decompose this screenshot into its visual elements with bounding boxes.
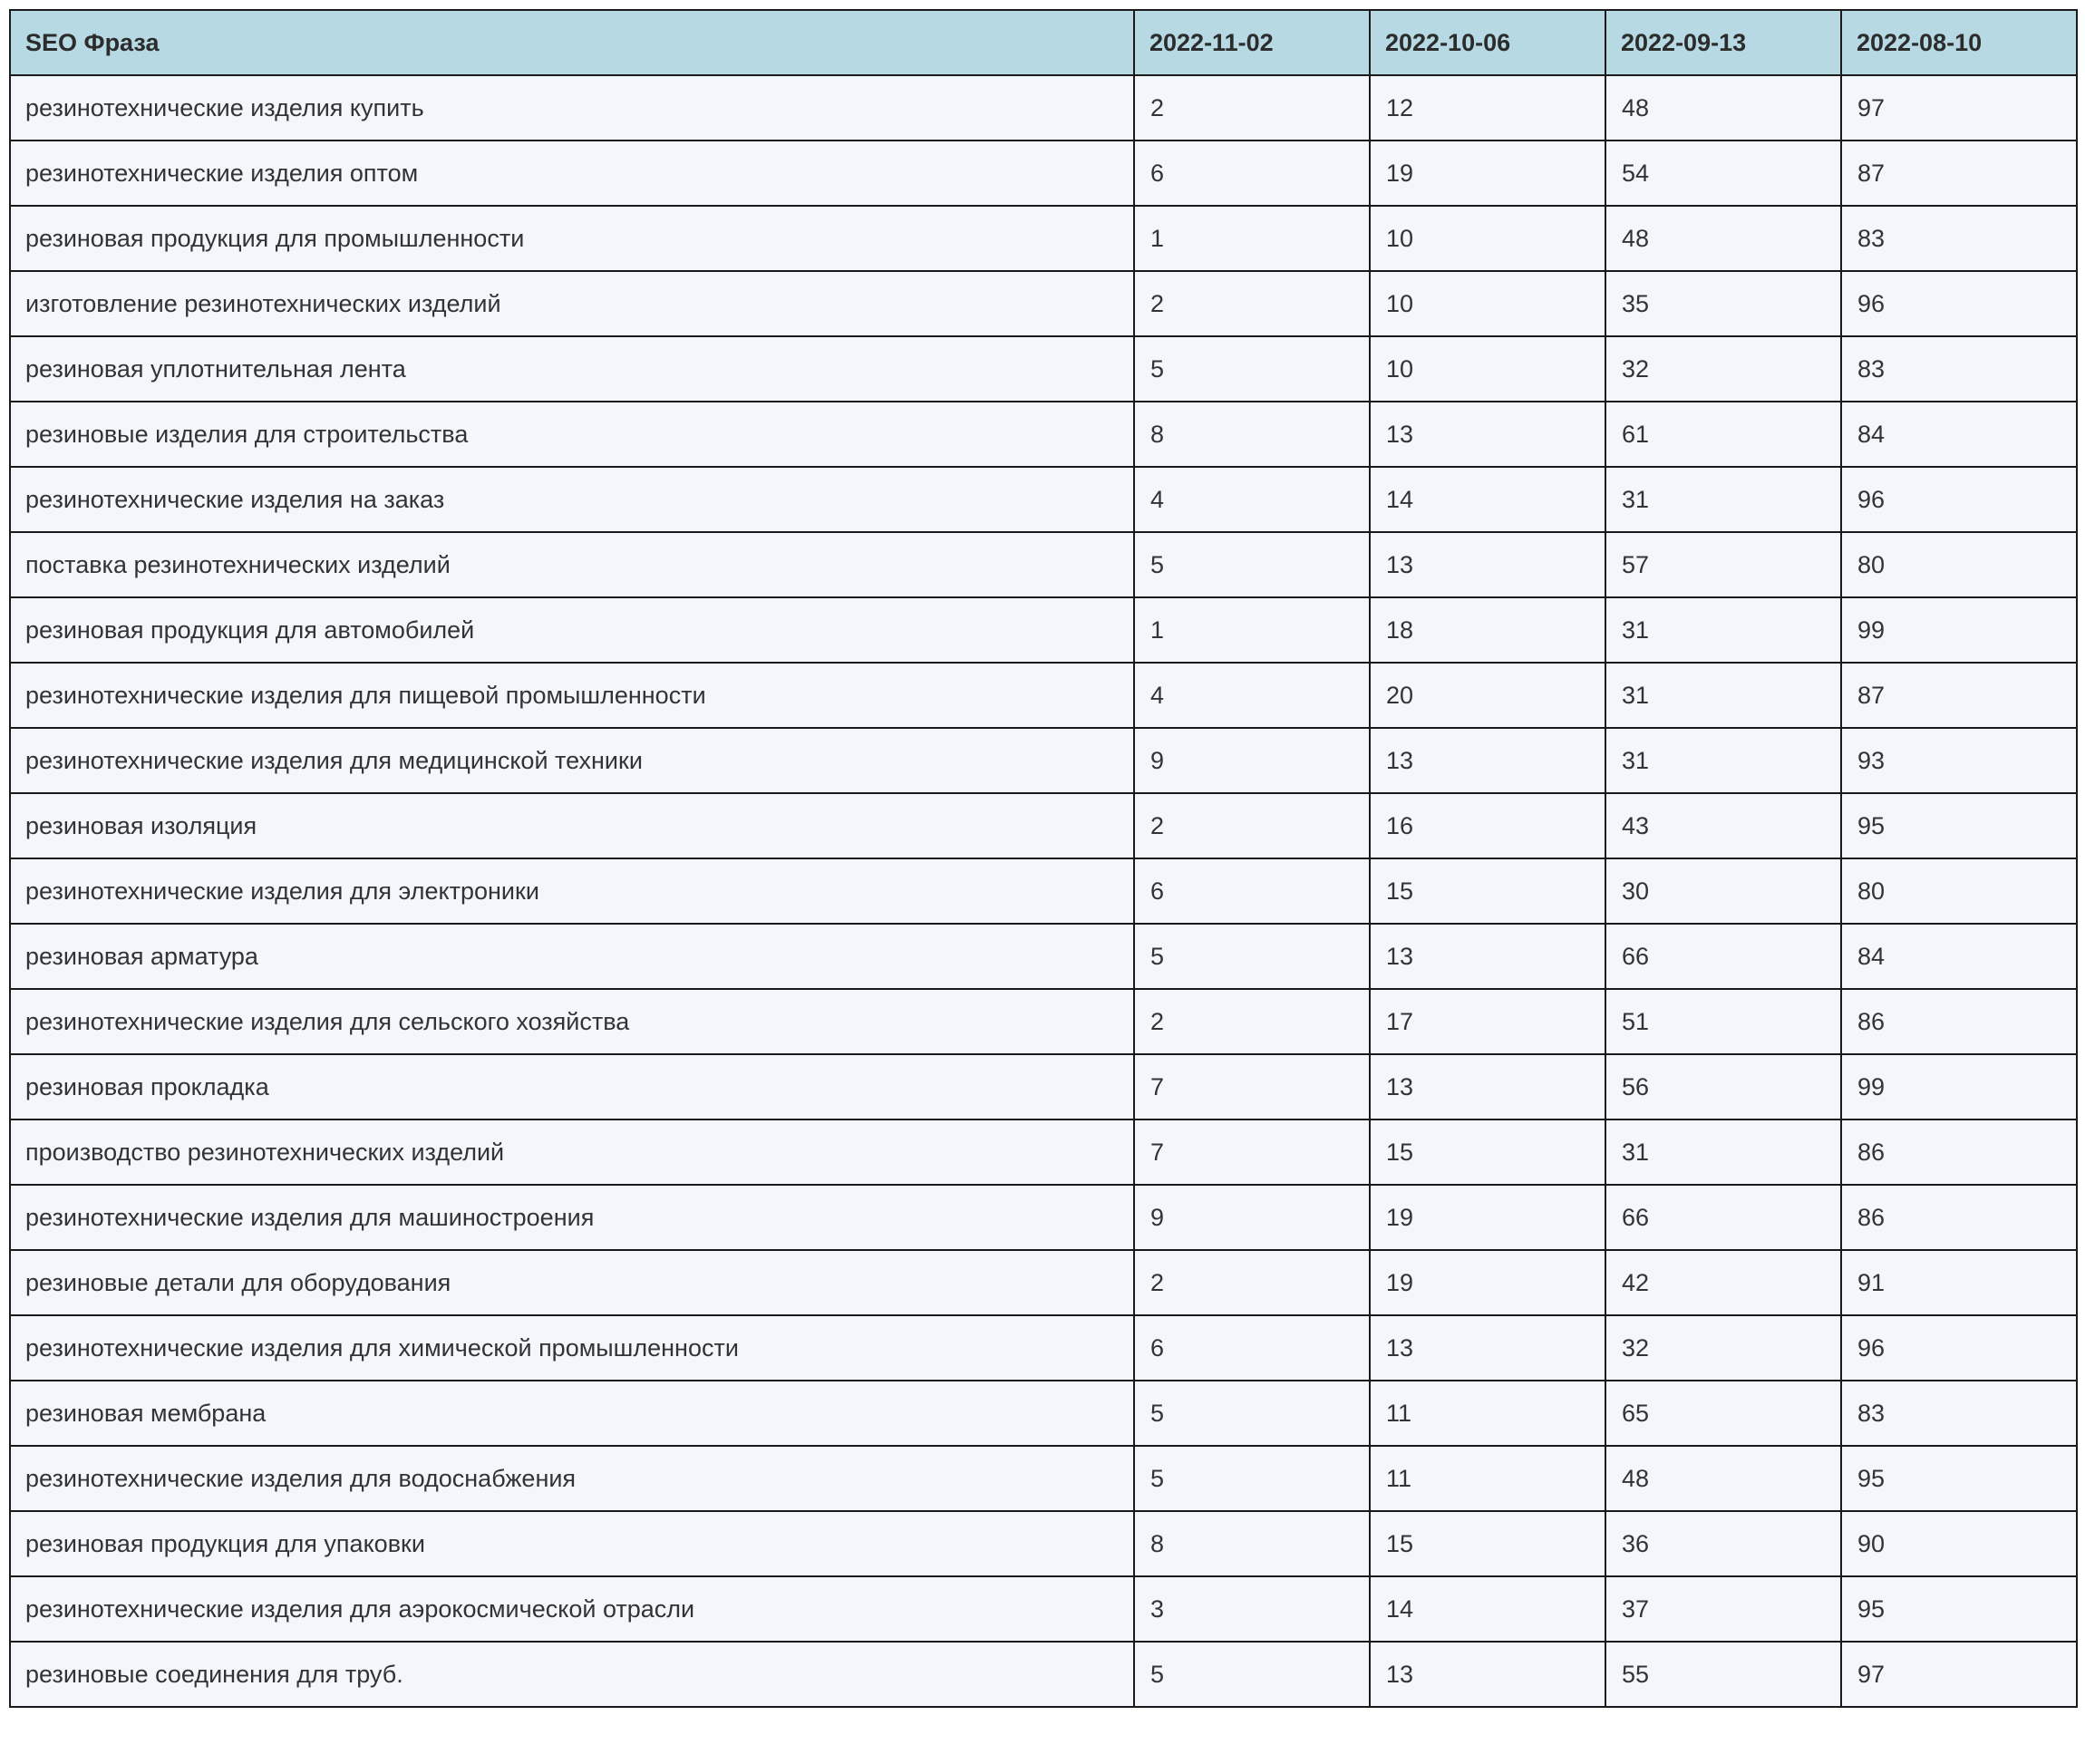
table-row [10, 663, 2077, 728]
position-cell: 5 [1134, 336, 1370, 402]
position-cell: 13 [1370, 1642, 1605, 1707]
seo-phrase-cell: резиновая изоляция [10, 793, 1134, 858]
position-cell: 31 [1605, 1119, 1841, 1185]
position-cell: 57 [1605, 532, 1841, 597]
seo-table-container [9, 9, 2076, 1708]
table-row [10, 1054, 2077, 1119]
position-cell: 19 [1370, 1185, 1605, 1250]
table-row [10, 989, 2077, 1054]
seo-phrase-cell: резинотехнические изделия для машиностроения [10, 1185, 1134, 1250]
position-cell: 80 [1841, 532, 2077, 597]
position-cell: 17 [1370, 989, 1605, 1054]
position-cell: 56 [1605, 1054, 1841, 1119]
position-cell: 95 [1841, 1446, 2077, 1511]
seo-phrase-cell: резинотехнические изделия для пищевой промышленности [10, 663, 1134, 728]
position-cell: 6 [1134, 141, 1370, 206]
seo-phrase-cell: резиновая арматура [10, 924, 1134, 989]
position-cell: 5 [1134, 532, 1370, 597]
position-cell: 10 [1370, 271, 1605, 336]
position-cell: 65 [1605, 1381, 1841, 1446]
seo-phrase-cell: резиновая продукция для автомобилей [10, 597, 1134, 663]
seo-phrase-cell: резиновые соединения для труб. [10, 1642, 1134, 1707]
position-cell: 83 [1841, 336, 2077, 402]
seo-positions-table [9, 9, 2078, 1708]
table-row [10, 206, 2077, 271]
position-cell: 14 [1370, 1576, 1605, 1642]
position-cell: 48 [1605, 75, 1841, 141]
table-row [10, 1119, 2077, 1185]
seo-phrase-cell: резиновая уплотнительная лента [10, 336, 1134, 402]
seo-phrase-cell: резинотехнические изделия купить [10, 75, 1134, 141]
position-cell: 37 [1605, 1576, 1841, 1642]
table-row [10, 467, 2077, 532]
seo-phrase-cell: резинотехнические изделия для химической промышленности [10, 1315, 1134, 1381]
table-row [10, 1315, 2077, 1381]
column-header-date[interactable]: 2022-08-10 [1841, 10, 2077, 75]
table-row [10, 793, 2077, 858]
position-cell: 87 [1841, 663, 2077, 728]
position-cell: 7 [1134, 1054, 1370, 1119]
seo-phrase-cell: резиновые изделия для строительства [10, 402, 1134, 467]
header-row [10, 10, 2077, 75]
position-cell: 93 [1841, 728, 2077, 793]
position-cell: 83 [1841, 206, 2077, 271]
table-row [10, 1576, 2077, 1642]
position-cell: 18 [1370, 597, 1605, 663]
position-cell: 13 [1370, 532, 1605, 597]
position-cell: 99 [1841, 597, 2077, 663]
seo-phrase-cell: изготовление резинотехнических изделий [10, 271, 1134, 336]
position-cell: 86 [1841, 989, 2077, 1054]
position-cell: 80 [1841, 858, 2077, 924]
seo-phrase-cell: резинотехнические изделия для электроники [10, 858, 1134, 924]
table-row [10, 75, 2077, 141]
seo-phrase-cell: резинотехнические изделия оптом [10, 141, 1134, 206]
position-cell: 96 [1841, 1315, 2077, 1381]
position-cell: 84 [1841, 924, 2077, 989]
position-cell: 99 [1841, 1054, 2077, 1119]
position-cell: 83 [1841, 1381, 2077, 1446]
table-row [10, 1185, 2077, 1250]
position-cell: 16 [1370, 793, 1605, 858]
position-cell: 6 [1134, 858, 1370, 924]
position-cell: 31 [1605, 663, 1841, 728]
position-cell: 51 [1605, 989, 1841, 1054]
table-row [10, 1381, 2077, 1446]
column-header-date[interactable]: 2022-09-13 [1605, 10, 1841, 75]
table-row [10, 1250, 2077, 1315]
position-cell: 9 [1134, 728, 1370, 793]
table-row [10, 858, 2077, 924]
position-cell: 36 [1605, 1511, 1841, 1576]
table-row [10, 728, 2077, 793]
table-row [10, 336, 2077, 402]
position-cell: 95 [1841, 1576, 2077, 1642]
position-cell: 14 [1370, 467, 1605, 532]
position-cell: 15 [1370, 1119, 1605, 1185]
table-row [10, 271, 2077, 336]
position-cell: 13 [1370, 1315, 1605, 1381]
position-cell: 5 [1134, 1381, 1370, 1446]
position-cell: 87 [1841, 141, 2077, 206]
position-cell: 8 [1134, 1511, 1370, 1576]
position-cell: 5 [1134, 1642, 1370, 1707]
position-cell: 66 [1605, 924, 1841, 989]
position-cell: 13 [1370, 728, 1605, 793]
position-cell: 91 [1841, 1250, 2077, 1315]
position-cell: 32 [1605, 1315, 1841, 1381]
position-cell: 86 [1841, 1119, 2077, 1185]
position-cell: 97 [1841, 75, 2077, 141]
column-header-date[interactable]: 2022-11-02 [1134, 10, 1370, 75]
position-cell: 13 [1370, 402, 1605, 467]
position-cell: 5 [1134, 1446, 1370, 1511]
column-header-date[interactable]: 2022-10-06 [1370, 10, 1605, 75]
table-row [10, 1511, 2077, 1576]
table-row [10, 402, 2077, 467]
column-header-phrase[interactable]: SEO Фраза [10, 10, 1134, 75]
table-row [10, 597, 2077, 663]
seo-phrase-cell: резинотехнические изделия для медицинской техники [10, 728, 1134, 793]
seo-phrase-cell: резинотехнические изделия для водоснабжения [10, 1446, 1134, 1511]
table-row [10, 1642, 2077, 1707]
position-cell: 4 [1134, 663, 1370, 728]
position-cell: 54 [1605, 141, 1841, 206]
table-header [10, 10, 2077, 75]
position-cell: 7 [1134, 1119, 1370, 1185]
position-cell: 31 [1605, 597, 1841, 663]
position-cell: 2 [1134, 75, 1370, 141]
position-cell: 2 [1134, 1250, 1370, 1315]
position-cell: 19 [1370, 141, 1605, 206]
position-cell: 43 [1605, 793, 1841, 858]
position-cell: 2 [1134, 793, 1370, 858]
position-cell: 3 [1134, 1576, 1370, 1642]
seo-phrase-cell: резиновая мембрана [10, 1381, 1134, 1446]
position-cell: 9 [1134, 1185, 1370, 1250]
seo-phrase-cell: поставка резинотехнических изделий [10, 532, 1134, 597]
position-cell: 66 [1605, 1185, 1841, 1250]
position-cell: 8 [1134, 402, 1370, 467]
position-cell: 10 [1370, 206, 1605, 271]
seo-phrase-cell: производство резинотехнических изделий [10, 1119, 1134, 1185]
table-row [10, 141, 2077, 206]
position-cell: 6 [1134, 1315, 1370, 1381]
position-cell: 61 [1605, 402, 1841, 467]
position-cell: 13 [1370, 1054, 1605, 1119]
position-cell: 35 [1605, 271, 1841, 336]
position-cell: 95 [1841, 793, 2077, 858]
position-cell: 1 [1134, 597, 1370, 663]
table-row [10, 924, 2077, 989]
position-cell: 2 [1134, 271, 1370, 336]
position-cell: 96 [1841, 271, 2077, 336]
position-cell: 19 [1370, 1250, 1605, 1315]
position-cell: 42 [1605, 1250, 1841, 1315]
position-cell: 15 [1370, 858, 1605, 924]
seo-phrase-cell: резиновая прокладка [10, 1054, 1134, 1119]
seo-phrase-cell: резинотехнические изделия на заказ [10, 467, 1134, 532]
position-cell: 32 [1605, 336, 1841, 402]
position-cell: 48 [1605, 1446, 1841, 1511]
position-cell: 2 [1134, 989, 1370, 1054]
position-cell: 11 [1370, 1446, 1605, 1511]
seo-phrase-cell: резиновая продукция для упаковки [10, 1511, 1134, 1576]
position-cell: 12 [1370, 75, 1605, 141]
position-cell: 4 [1134, 467, 1370, 532]
position-cell: 90 [1841, 1511, 2077, 1576]
position-cell: 96 [1841, 467, 2077, 532]
position-cell: 55 [1605, 1642, 1841, 1707]
seo-phrase-cell: резиновая продукция для промышленности [10, 206, 1134, 271]
position-cell: 31 [1605, 467, 1841, 532]
position-cell: 86 [1841, 1185, 2077, 1250]
seo-phrase-cell: резиновые детали для оборудования [10, 1250, 1134, 1315]
position-cell: 5 [1134, 924, 1370, 989]
position-cell: 13 [1370, 924, 1605, 989]
position-cell: 48 [1605, 206, 1841, 271]
seo-phrase-cell: резинотехнические изделия для сельского хозяйства [10, 989, 1134, 1054]
position-cell: 11 [1370, 1381, 1605, 1446]
position-cell: 20 [1370, 663, 1605, 728]
position-cell: 10 [1370, 336, 1605, 402]
position-cell: 31 [1605, 728, 1841, 793]
table-row [10, 1446, 2077, 1511]
table-body [10, 75, 2077, 1707]
position-cell: 84 [1841, 402, 2077, 467]
position-cell: 15 [1370, 1511, 1605, 1576]
table-row [10, 532, 2077, 597]
position-cell: 97 [1841, 1642, 2077, 1707]
seo-phrase-cell: резинотехнические изделия для аэрокосмической отрасли [10, 1576, 1134, 1642]
position-cell: 1 [1134, 206, 1370, 271]
position-cell: 30 [1605, 858, 1841, 924]
